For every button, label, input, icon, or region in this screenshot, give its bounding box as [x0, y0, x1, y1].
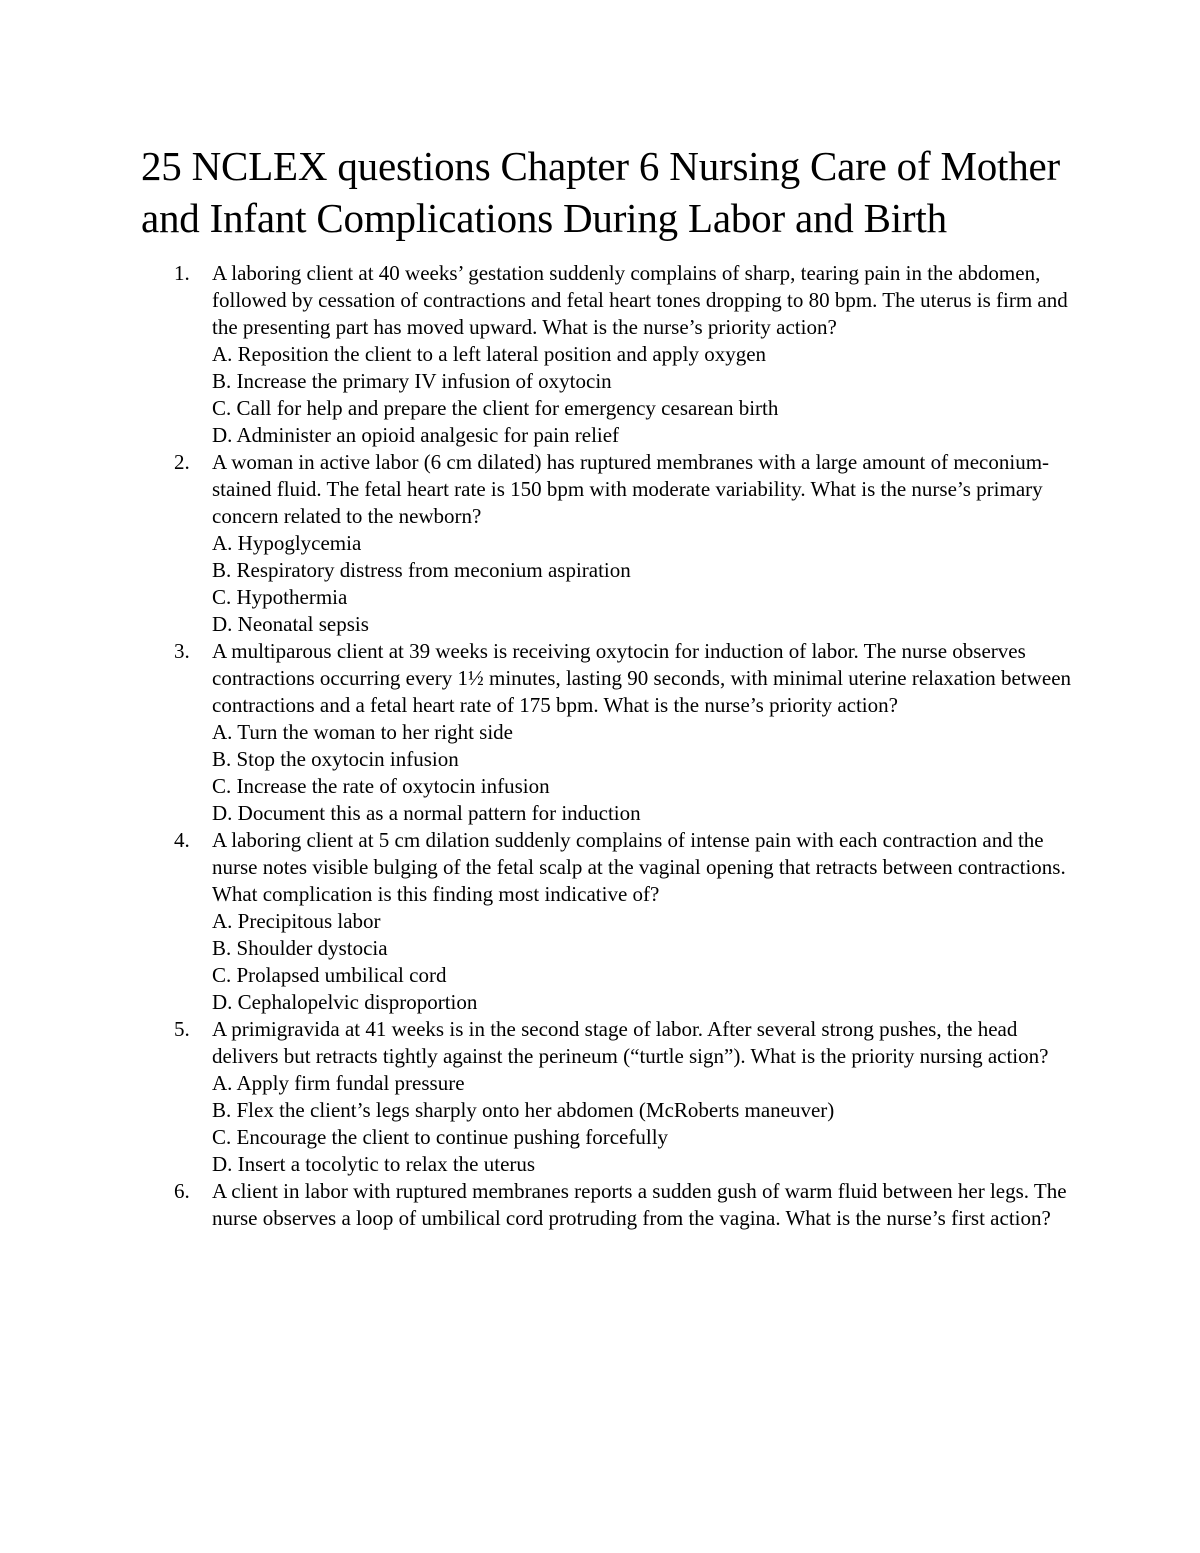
answer-option: A. Hypoglycemia [212, 531, 362, 555]
question-item [141, 449, 1071, 638]
answer-option: A. Precipitous labor [212, 909, 381, 933]
answer-option: C. Call for help and prepare the client for emergency cesarean birth [212, 396, 779, 420]
answer-option: A. Apply firm fundal pressure [212, 1071, 465, 1095]
answer-option: A. Reposition the client to a left lateral position and apply oxygen [212, 342, 767, 366]
answer-option: D. Document this as a normal pattern for induction [212, 801, 641, 825]
answer-option: C. Increase the rate of oxytocin infusion [212, 774, 550, 798]
question-stem: A woman in active labor (6 cm dilated) has ruptured membranes with a large amount of meconium-stained fluid. The fetal heart rate is 150 bpm with moderate variability. What is the nurse’s primary concern related to the newborn? [212, 450, 1050, 528]
answer-option: B. Stop the oxytocin infusion [212, 747, 459, 771]
question-stem: A laboring client at 40 weeks’ gestation suddenly complains of sharp, tearing pain in the abdomen, followed by cessation of contractions and fetal heart tones dropping to 80 bpm. The uterus is firm and the presenting part has moved upward. What is the nurse’s priority action? [212, 261, 1068, 339]
answer-option: C. Prolapsed umbilical cord [212, 963, 447, 987]
question-stem: A client in labor with ruptured membranes reports a sudden gush of warm fluid between her legs. The nurse observes a loop of umbilical cord protruding from the vagina. What is the nurse’s first action? [212, 1179, 1067, 1230]
answer-option: C. Encourage the client to continue pushing forcefully [212, 1125, 669, 1149]
question-item [141, 638, 1071, 827]
document-page [141, 140, 1071, 1232]
question-item [141, 260, 1071, 449]
question-number: 4. [174, 828, 190, 852]
question-number: 5. [174, 1017, 190, 1041]
question-list [141, 260, 1071, 1232]
answer-option: D. Cephalopelvic disproportion [212, 990, 478, 1014]
question-item [141, 1016, 1071, 1178]
question-number: 6. [174, 1179, 190, 1203]
question-number: 3. [174, 639, 190, 663]
answer-option: B. Increase the primary IV infusion of oxytocin [212, 369, 612, 393]
question-number: 2. [174, 450, 190, 474]
answer-option: B. Flex the client’s legs sharply onto her abdomen (McRoberts maneuver) [212, 1098, 835, 1122]
answer-option: C. Hypothermia [212, 585, 348, 609]
answer-option: D. Neonatal sepsis [212, 612, 369, 636]
answer-option: D. Administer an opioid analgesic for pain relief [212, 423, 620, 447]
document-title: 25 NCLEX questions Chapter 6 Nursing Care of Mother and Infant Complications During Labor and Birth [141, 143, 1060, 241]
question-stem: A primigravida at 41 weeks is in the second stage of labor. After several strong pushes, the head delivers but retracts tightly against the perineum (“turtle sign”). What is the priority nursing action? [212, 1017, 1049, 1068]
question-number: 1. [174, 261, 190, 285]
answer-option: B. Shoulder dystocia [212, 936, 388, 960]
question-stem: A laboring client at 5 cm dilation suddenly complains of intense pain with each contraction and the nurse notes visible bulging of the fetal scalp at the vaginal opening that retracts between contractions. What complication is this finding most indicative of? [212, 828, 1066, 906]
question-stem: A multiparous client at 39 weeks is receiving oxytocin for induction of labor. The nurse observes contractions occurring every 1½ minutes, lasting 90 seconds, with minimal uterine relaxation between contractions and a fetal heart rate of 175 bpm. What is the nurse’s priority action? [212, 639, 1072, 717]
answer-option: A. Turn the woman to her right side [212, 720, 513, 744]
question-item [141, 827, 1071, 1016]
answer-option: B. Respiratory distress from meconium aspiration [212, 558, 631, 582]
answer-option: D. Insert a tocolytic to relax the uterus [212, 1152, 536, 1176]
question-item [141, 1178, 1071, 1232]
